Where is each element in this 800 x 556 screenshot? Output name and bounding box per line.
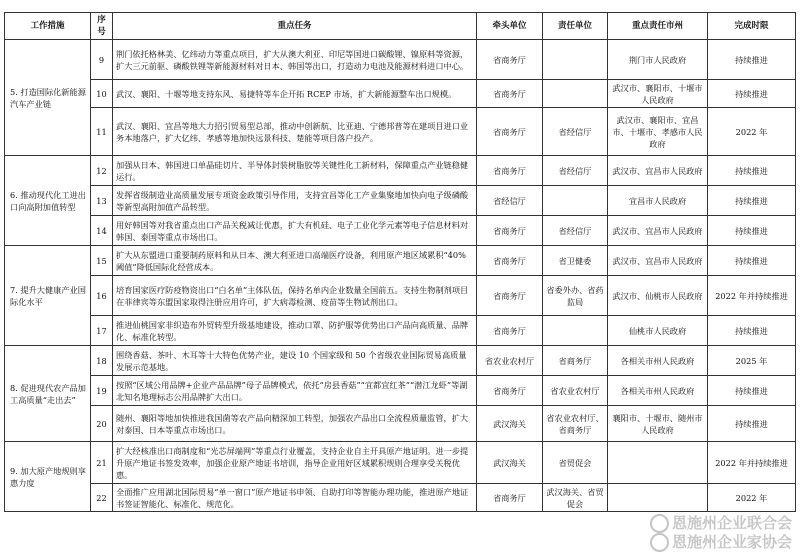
table-row bbox=[5, 80, 796, 108]
row-city: 宜昌市人民政府 bbox=[608, 186, 708, 216]
row-resp: 省委外办、省药监局 bbox=[543, 276, 608, 316]
table-row bbox=[5, 246, 796, 276]
row-no: 20 bbox=[91, 406, 113, 442]
header-deadline: 完成时限 bbox=[708, 13, 796, 40]
row-city: 各相关市州人民政府 bbox=[608, 346, 708, 376]
row-task: 加强从日本、韩国进口单晶硅切片、半导体封装树脂胶等关键性化工新材料，保障重点产业链稳健运行。 bbox=[113, 156, 477, 186]
row-city bbox=[608, 442, 708, 484]
row-resp: 省农业农村厅 bbox=[543, 376, 608, 406]
row-resp: 省商务厅 bbox=[543, 346, 608, 376]
row-city: 武汉市、襄阳市、十堰市人民政府 bbox=[608, 80, 708, 108]
row-resp: 省农业农村厅、省商务厅 bbox=[543, 406, 608, 442]
row-deadline: 持续推进 bbox=[708, 406, 796, 442]
logo-icon bbox=[650, 514, 669, 533]
header-row bbox=[5, 13, 796, 40]
row-resp bbox=[543, 186, 608, 216]
row-task: 按照“区域公用品牌+企业产品品牌”母子品牌模式，依托“房县香菇”“宜都宜红茶”“潜江龙虾”等湖北知名地理标志公用品牌扩大出口。 bbox=[113, 376, 477, 406]
row-lead: 省商务厅 bbox=[477, 246, 543, 276]
header-task: 重点任务 bbox=[113, 13, 477, 40]
row-deadline: 持续推进 bbox=[708, 80, 796, 108]
row-task: 荆门依托格林美、亿纬动力等重点项目，扩大从澳大利亚、印尼等国进口碳酸锂、镍原料等资源，扩大三元前驱、磷酸铁锂等新能源材料对日本、韩国等出口，打造动力电池及能源材料进口中心。 bbox=[113, 40, 477, 80]
watermark-line-2: 恩施州企业家协会 bbox=[650, 533, 792, 552]
logo-icon bbox=[650, 533, 669, 552]
row-city: 武汉市、宜昌市人民政府 bbox=[608, 216, 708, 246]
row-lead: 省商务厅 bbox=[477, 276, 543, 316]
row-resp bbox=[543, 316, 608, 346]
row-city: 武汉市、仙桃市人民政府 bbox=[608, 276, 708, 316]
row-no: 21 bbox=[91, 442, 113, 484]
row-no: 22 bbox=[91, 484, 113, 512]
table-row bbox=[5, 406, 796, 442]
row-deadline: 2022 年并持续推进 bbox=[708, 276, 796, 316]
measure-cell: 7. 提升大健康产业国际化水平 bbox=[5, 246, 91, 346]
row-no: 14 bbox=[91, 216, 113, 246]
row-city bbox=[608, 484, 708, 512]
row-no: 13 bbox=[91, 186, 113, 216]
row-resp: 省经信厅 bbox=[543, 216, 608, 246]
measure-cell: 9. 加大原产地规则享惠力度 bbox=[5, 442, 91, 512]
row-no: 19 bbox=[91, 376, 113, 406]
row-lead: 省商务厅 bbox=[477, 80, 543, 108]
row-city: 武汉市、宜昌市人民政府 bbox=[608, 246, 708, 276]
measure-cell: 5. 打造国际化新能源汽车产业链 bbox=[5, 40, 91, 156]
row-city: 武汉市、襄阳市、宜昌市、十堰市、孝感市人民政府 bbox=[608, 108, 708, 156]
row-lead: 省商务厅 bbox=[477, 156, 543, 186]
header-lead: 牵头单位 bbox=[477, 13, 543, 40]
watermark-line-1: 恩施州企业联合会 bbox=[650, 514, 792, 533]
row-city: 各相关市州人民政府 bbox=[608, 376, 708, 406]
measure-cell: 6. 推动现代化工进出口向高附加值转型 bbox=[5, 156, 91, 246]
row-city: 襄阳市、十堰市、随州市人民政府 bbox=[608, 406, 708, 442]
row-task: 扩大从东盟进口重要制药原料和从日本、澳大利亚进口高端医疗设备，利用原产地区域累积“40%阈值”降低国际化经营成本。 bbox=[113, 246, 477, 276]
row-task: 推进仙桃国家非织造布外贸转型升级基地建设，推动口罩、防护服等优势出口产品向高质量、品牌化、标准化转型。 bbox=[113, 316, 477, 346]
row-deadline: 持续推进 bbox=[708, 316, 796, 346]
task-table bbox=[4, 12, 796, 512]
row-task: 武汉、襄阳、十堰等地支持东风、易捷特等车企开拓 RCEP 市场，扩大新能源整车出口规模。 bbox=[113, 80, 477, 108]
table-row bbox=[5, 216, 796, 246]
row-deadline: 持续推进 bbox=[708, 40, 796, 80]
row-no: 18 bbox=[91, 346, 113, 376]
row-deadline: 2022 年并持续推进 bbox=[708, 442, 796, 484]
row-task: 用好韩国等对我省重点出口产品关税减让优惠，扩大有机硅、电子工业化学元素等电子信息材料对韩国、泰国等重点市场出口。 bbox=[113, 216, 477, 246]
watermark bbox=[650, 514, 792, 552]
table-row bbox=[5, 276, 796, 316]
row-lead: 省商务厅 bbox=[477, 484, 543, 512]
row-lead: 省商务厅 bbox=[477, 216, 543, 246]
header-city: 重点责任市州 bbox=[608, 13, 708, 40]
row-deadline: 2022 年 bbox=[708, 108, 796, 156]
row-deadline: 2025 年 bbox=[708, 346, 796, 376]
row-task: 武汉、襄阳、宜昌等地大力招引贸易型总部，推动中创新航、比亚迪、宁德邦普等在建项目进口业务本地落户，扩大亿纬、孝感等地加快远景科技、楚能等项目落户投产。 bbox=[113, 108, 477, 156]
row-deadline: 持续推进 bbox=[708, 156, 796, 186]
row-task: 全面推广应用湖北国际贸易“单一窗口”原产地证书申领、自助打印等智能办理功能，推进原产地证书签证智能化、标准化、规范化。 bbox=[113, 484, 477, 512]
row-resp bbox=[543, 40, 608, 80]
row-task: 扩大经核准出口商制度和“光芯屏端网”等重点行业覆盖，支持企业自主开具原产地证明。进一步提升原产地证书签发效率，加强企业原产地证书培训，指导企业用好区域累积规则合理享受关税优惠。 bbox=[113, 442, 477, 484]
table-row bbox=[5, 346, 796, 376]
row-no: 10 bbox=[91, 80, 113, 108]
row-city: 武汉市、宜昌市人民政府 bbox=[608, 156, 708, 186]
table-row bbox=[5, 442, 796, 484]
table-row bbox=[5, 316, 796, 346]
row-deadline: 持续推进 bbox=[708, 376, 796, 406]
row-lead: 省商务厅 bbox=[477, 108, 543, 156]
table-row bbox=[5, 376, 796, 406]
header-no: 序号 bbox=[91, 13, 113, 40]
table-row bbox=[5, 108, 796, 156]
header-resp: 责任单位 bbox=[543, 13, 608, 40]
header-measure: 工作措施 bbox=[5, 13, 91, 40]
row-lead: 省农业农村厅 bbox=[477, 346, 543, 376]
row-resp: 省贸促会 bbox=[543, 442, 608, 484]
row-deadline: 持续推进 bbox=[708, 186, 796, 216]
row-task: 发挥省级制造业高质量发展专项资金政策引导作用，支持宜昌等化工产业集聚地加快向电子级磷酸等新型高附加值产品转型。 bbox=[113, 186, 477, 216]
row-resp: 省经信厅 bbox=[543, 108, 608, 156]
table-row bbox=[5, 186, 796, 216]
row-no: 16 bbox=[91, 276, 113, 316]
row-task: 围绕香菇、茶叶、木耳等十大特色优势产业，建设 10 个国家级和 50 个省级农业国际贸易高质量发展示范基地。 bbox=[113, 346, 477, 376]
row-city: 仙桃市人民政府 bbox=[608, 316, 708, 346]
table-row bbox=[5, 484, 796, 512]
row-task: 随州、襄阳等地加快推进我国菌等农产品向精深加工转型，加强农产品出口全流程质量监管，扩大对泰国、日本等重点市场出口。 bbox=[113, 406, 477, 442]
row-deadline: 持续推进 bbox=[708, 216, 796, 246]
row-deadline: 持续推进 bbox=[708, 246, 796, 276]
row-no: 11 bbox=[91, 108, 113, 156]
row-lead: 省商务厅 bbox=[477, 376, 543, 406]
row-lead: 武汉海关 bbox=[477, 442, 543, 484]
row-resp bbox=[543, 80, 608, 108]
table-row bbox=[5, 156, 796, 186]
row-city: 荆门市人民政府 bbox=[608, 40, 708, 80]
row-no: 12 bbox=[91, 156, 113, 186]
row-lead: 武汉海关 bbox=[477, 406, 543, 442]
row-lead: 省商务厅 bbox=[477, 316, 543, 346]
row-deadline: 2022 年 bbox=[708, 484, 796, 512]
row-no: 17 bbox=[91, 316, 113, 346]
row-resp: 省卫健委 bbox=[543, 246, 608, 276]
row-lead: 省商务厅 bbox=[477, 40, 543, 80]
row-resp: 武汉海关、省贸促会 bbox=[543, 484, 608, 512]
row-task: 培育国家医疗防疫物资出口“白名单”主体队伍，保持名单内企业数量全国前五。支持生物制剂项目在菲律宾等东盟国家取得注册应用许可，扩大病毒检测、疫苗等生物试剂出口。 bbox=[113, 276, 477, 316]
row-resp: 省经信厅 bbox=[543, 156, 608, 186]
row-no: 9 bbox=[91, 40, 113, 80]
measure-cell: 8. 促进现代农产品加工高质量“走出去” bbox=[5, 346, 91, 442]
row-no: 15 bbox=[91, 246, 113, 276]
table-row bbox=[5, 40, 796, 80]
row-lead: 省经信厅 bbox=[477, 186, 543, 216]
